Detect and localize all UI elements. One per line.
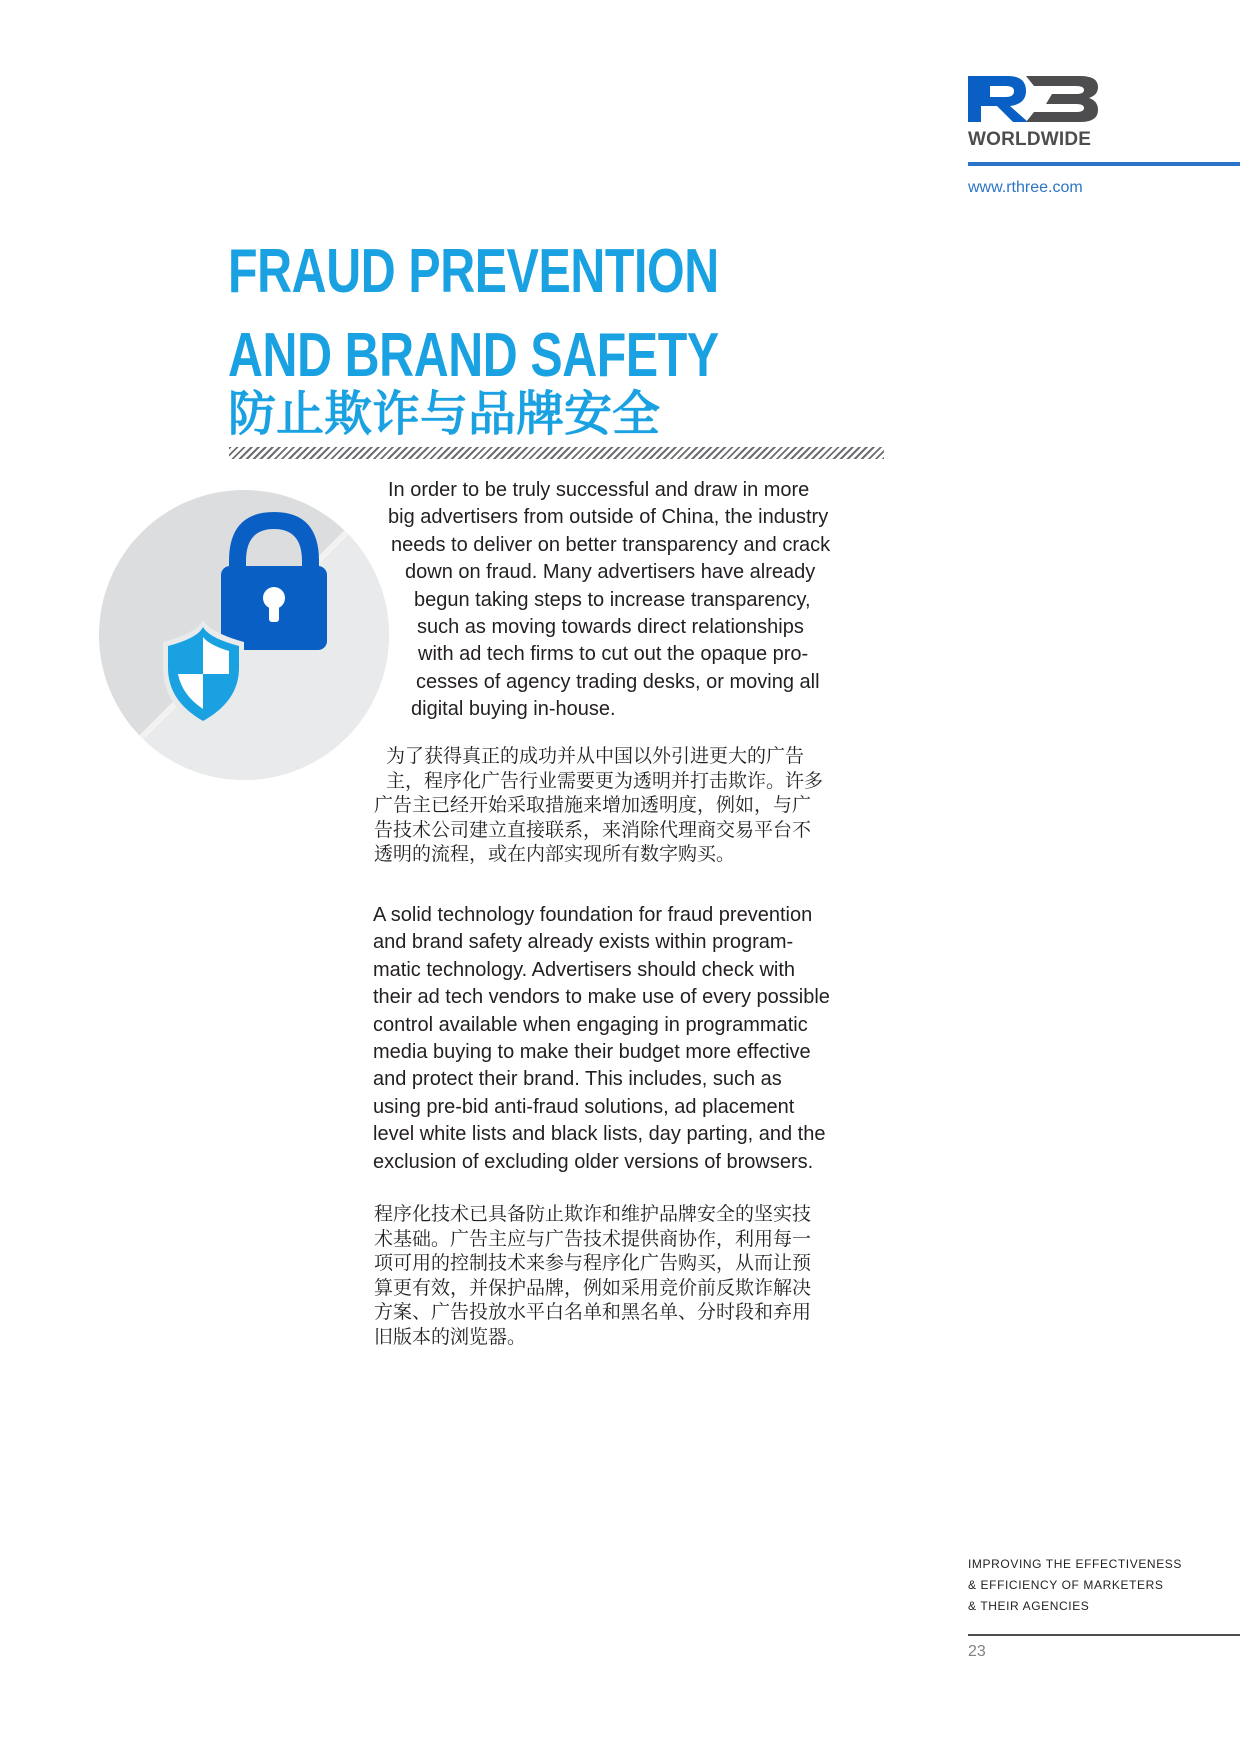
text-line: 告技术公司建立直接联系，来消除代理商交易平台不 — [374, 819, 812, 841]
body-paragraph-3 — [373, 902, 830, 1176]
text-line: level white lists and black lists, day parting, and the — [373, 1123, 826, 1146]
r3-logo-mark-icon — [968, 74, 1100, 126]
tagline-line: & EFFICIENCY OF MARKETERS — [968, 1578, 1164, 1592]
title-line-1: FRAUD PREVENTION — [228, 237, 719, 306]
text-line: using pre-bid anti-fraud solutions, ad placement — [373, 1095, 795, 1118]
text-line: and protect their brand. This includes, such as — [373, 1068, 782, 1091]
website-link[interactable]: www.rthree.com — [968, 179, 1083, 196]
hatched-divider — [229, 447, 884, 459]
text-line: needs to deliver on better transparency and crack — [391, 533, 831, 556]
text-line: matic technology. Advertisers should check with — [373, 958, 796, 981]
text-line: 旧版本的浏览器。 — [374, 1326, 527, 1348]
text-line: their ad tech vendors to make use of every possible — [373, 986, 830, 1009]
text-line: 广告主已经开始采取措施来增加透明度，例如，与广 — [374, 795, 812, 816]
text-line: begun taking steps to increase transparency, — [414, 588, 811, 611]
text-line: 程序化技术已具备防止欺诈和维护品牌安全的坚实技 — [374, 1204, 812, 1225]
text-line: and brand safety already exists within program- — [373, 931, 794, 954]
logo-tagline: WORLDWIDE — [968, 129, 1092, 150]
header-rule — [968, 162, 1240, 166]
text-line: media buying to make their budget more effective — [373, 1041, 811, 1064]
text-line: 主，程序化广告行业需要更为透明并打击欺诈。许多 — [386, 770, 824, 792]
r3-worldwide-logo — [968, 74, 1100, 154]
footer-tagline — [968, 1554, 1182, 1617]
text-line: control available when engaging in programmatic — [373, 1013, 808, 1036]
page-title-english — [228, 230, 719, 398]
text-line: exclusion of excluding older versions of browsers. — [373, 1150, 814, 1173]
tagline-line: IMPROVING THE EFFECTIVENESS — [968, 1557, 1183, 1571]
body-paragraph-1 — [0, 477, 830, 724]
text-line: with ad tech firms to cut out the opaque pro- — [418, 643, 809, 666]
text-line: 方案、广告投放水平白名单和黑名单、分时段和弃用 — [374, 1302, 812, 1323]
text-line: 算更有效，并保护品牌，例如采用竞价前反欺诈解决 — [374, 1277, 812, 1299]
text-line: 术基础。广告主应与广告技术提供商协作，利用每一 — [374, 1228, 812, 1250]
body-paragraph-2-chinese — [374, 745, 823, 868]
footer-rule — [968, 1634, 1240, 1636]
page-title-chinese: 防止欺诈与品牌安全 — [228, 386, 661, 442]
text-line: down on fraud. Many advertisers have already — [405, 561, 816, 584]
text-line: A solid technology foundation for fraud prevention — [373, 904, 813, 926]
body-paragraph-4-chinese — [374, 1203, 811, 1350]
text-line: big advertisers from outside of China, the industry — [388, 506, 829, 529]
tagline-line: & THEIR AGENCIES — [968, 1599, 1090, 1613]
text-line: digital buying in-house. — [411, 698, 616, 721]
text-line: such as moving towards direct relationships — [417, 616, 804, 639]
text-line: 为了获得真正的成功并从中国以外引进更大的广告 — [386, 746, 805, 767]
text-line: 透明的流程，或在内部实现所有数字购买。 — [374, 844, 736, 865]
text-line: In order to be truly successful and draw in more — [388, 479, 810, 501]
text-line: 项可用的控制技术来参与程序化广告购买，从而让预 — [374, 1253, 812, 1274]
text-line: cesses of agency trading desks, or moving all — [416, 670, 820, 693]
page-number: 23 — [968, 1643, 986, 1660]
title-line-2: AND BRAND SAFETY — [228, 321, 719, 390]
